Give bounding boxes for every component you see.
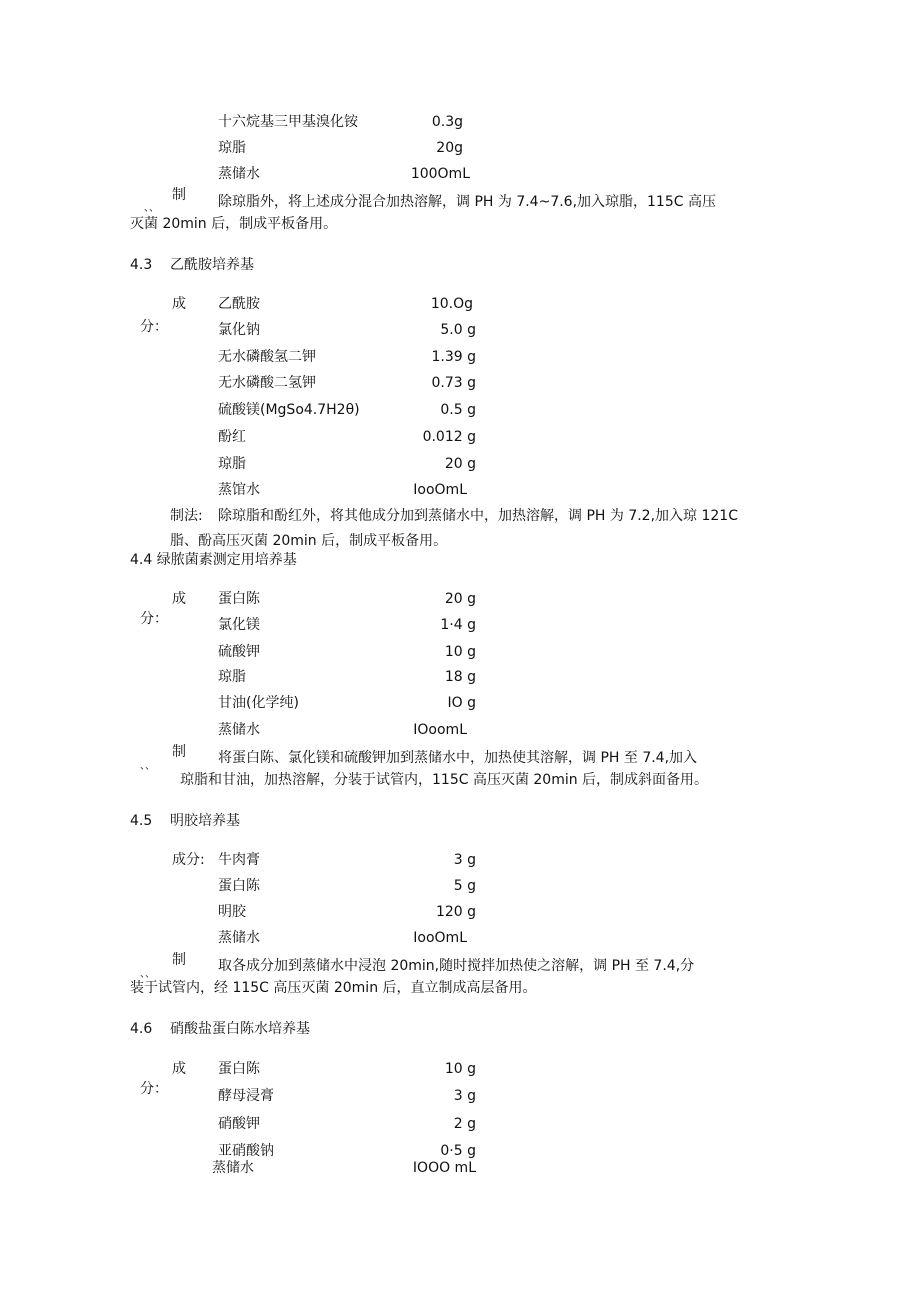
ingredient-name: 氯化镁 [218, 617, 260, 633]
ingredient-amount: IooOmL [413, 482, 467, 498]
composition-label: 成 [172, 591, 186, 607]
section-number: 4.6 [130, 1021, 153, 1037]
method-text-line: 除琼脂外，将上述成分混合加热溶解，调 PH 为 7.4~7.6,加入琼脂，115C 高压 [218, 194, 716, 210]
ingredient-name: 琼脂 [218, 140, 246, 156]
ingredient-amount: 5 g [453, 878, 476, 894]
ingredient-name: 蛋白陈 [218, 878, 260, 894]
ingredient-name: 十六烷基三甲基溴化铵 [218, 114, 358, 130]
section-number: 4.3 [130, 257, 153, 273]
method-text-line: 灭菌 20min 后，制成平板备用。 [130, 216, 338, 232]
composition-label: 成 [172, 296, 186, 312]
composition-label: 成分: [172, 852, 205, 868]
composition-label: 分： [140, 1081, 168, 1097]
method-mark: 、、 [144, 203, 159, 214]
method-text-line: 除琼脂和酚红外，将其他成分加到蒸储水中，加热溶解，调 PH 为 7.2,加入琼 121C [218, 508, 738, 524]
ingredient-name: 硝酸钾 [218, 1116, 260, 1132]
ingredient-amount: IooOmL [413, 930, 467, 946]
ingredient-name: 明胶 [218, 904, 246, 920]
method-label: 制 [172, 187, 186, 203]
ingredient-amount: 3 g [453, 1088, 476, 1104]
section-number: 4.5 [130, 813, 153, 829]
ingredient-amount: 20 g [444, 456, 476, 472]
ingredient-name: 甘油(化学纯) [218, 695, 299, 711]
ingredient-amount: 10 g [444, 1061, 476, 1077]
method-text-line: 将蛋白陈、氯化镁和硫酸钾加到蒸储水中，加热使其溶解，调 PH 至 7.4,加入 [218, 750, 698, 766]
ingredient-amount: 20 g [444, 591, 476, 607]
ingredient-amount: IOoomL [413, 722, 467, 738]
ingredient-name: 亚硝酸钠 [218, 1143, 274, 1159]
ingredient-name: 蒸馆水 [218, 482, 260, 498]
ingredient-amount: 0.012 g [422, 429, 476, 445]
ingredient-name: 琼脂 [218, 669, 246, 685]
ingredient-amount: 0.5 g [440, 402, 476, 418]
ingredient-name: 琼脂 [218, 456, 246, 472]
ingredient-name: 无水磷酸二氢钾 [218, 375, 316, 391]
method-mark: 、、 [140, 969, 155, 980]
method-label: 制法: [170, 508, 203, 524]
method-text-line: 取各成分加到蒸储水中浸泡 20min,随时搅拌加热使之溶解，调 PH 至 7.4,分 [218, 958, 695, 974]
section-title: 硝酸盐蛋白陈水培养基 [170, 1021, 310, 1037]
section-title: 乙酰胺培养基 [170, 257, 254, 273]
ingredient-name: 蒸储水 [218, 166, 260, 182]
ingredient-amount: 0.3g [431, 114, 463, 130]
ingredient-name: 蛋白陈 [218, 1061, 260, 1077]
ingredient-name: 蒸储水 [218, 930, 260, 946]
ingredient-amount: 1.39 g [431, 349, 476, 365]
section-title: 明胶培养基 [170, 813, 240, 829]
ingredient-amount: 10 g [444, 644, 476, 660]
section-title: 4.4 绿脓菌素测定用培养基 [130, 552, 297, 568]
composition-label: 分： [140, 611, 168, 627]
ingredient-amount: 120 g [435, 904, 476, 920]
method-text-line: 脂、酚高压灭菌 20min 后，制成平板备用。 [170, 533, 448, 549]
composition-label: 分： [140, 319, 168, 335]
ingredient-name: 酚红 [218, 429, 246, 445]
method-text-line: 装于试管内，经 115C 高压灭菌 20min 后，直立制成高层备用。 [130, 980, 537, 996]
ingredient-amount: 10.Og [430, 296, 473, 312]
ingredient-amount: IO g [447, 695, 476, 711]
ingredient-amount: 0·5 g [440, 1143, 476, 1159]
ingredient-name: 无水磷酸氢二钾 [218, 349, 316, 365]
method-label: 制 [172, 952, 186, 968]
ingredient-amount: 5.0 g [440, 322, 476, 338]
ingredient-name: 蒸储水 [218, 722, 260, 738]
ingredient-amount: 18 g [444, 669, 476, 685]
method-label: 制 [172, 744, 186, 760]
ingredient-name: 蒸储水 [212, 1160, 254, 1176]
method-text-line: 琼脂和甘油，加热溶解，分装于试管内，115C 高压灭菌 20min 后，制成斜面备用。 [180, 772, 709, 788]
ingredient-name: 牛肉膏 [218, 852, 260, 868]
ingredient-amount: 20g [436, 140, 463, 156]
ingredient-name: 硫酸钾 [218, 644, 260, 660]
ingredient-amount: 3 g [453, 852, 476, 868]
ingredient-name: 酵母浸膏 [218, 1088, 274, 1104]
ingredient-name: 蛋白陈 [218, 591, 260, 607]
ingredient-name: 乙酰胺 [218, 296, 260, 312]
ingredient-amount: 2 g [453, 1116, 476, 1132]
ingredient-amount: 1·4 g [440, 617, 476, 633]
ingredient-amount: IOOO mL [412, 1160, 476, 1176]
ingredient-amount: 100OmL [410, 166, 470, 182]
ingredient-amount: 0.73 g [431, 375, 476, 391]
composition-label: 成 [172, 1061, 186, 1077]
method-mark: 、、 [140, 761, 155, 772]
ingredient-name: 硫酸镁(MgSo4.7H2θ) [218, 402, 360, 418]
ingredient-name: 氯化钠 [218, 322, 260, 338]
